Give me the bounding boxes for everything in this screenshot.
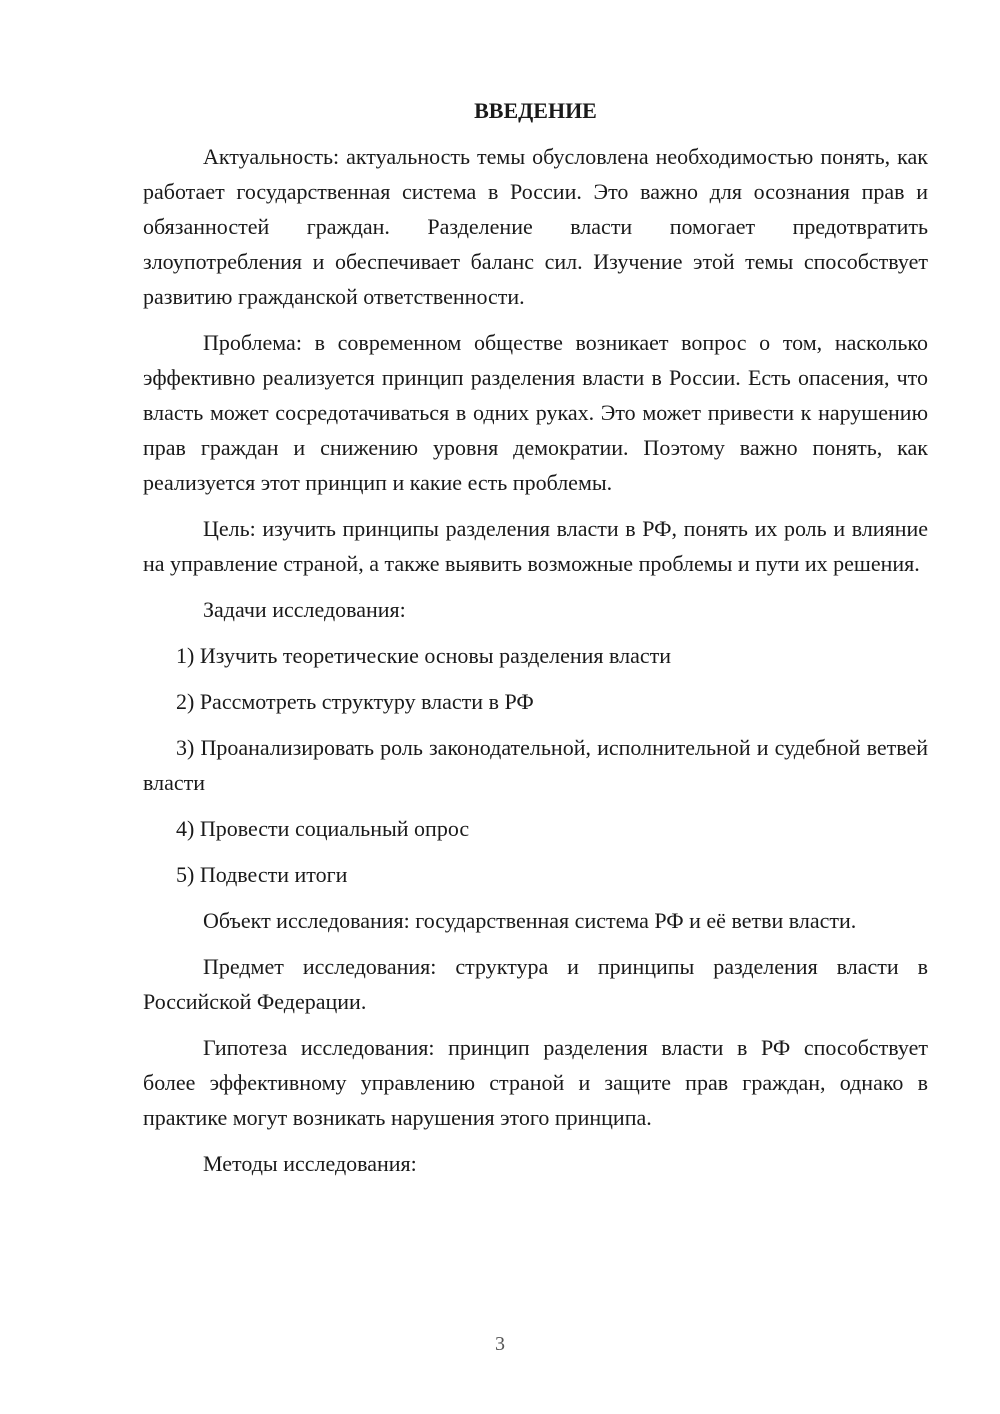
list-item: 1) Изучить теоретические основы разделения власти [176,643,671,668]
paragraph-relevance: Актуальность: актуальность темы обусловлена необходимостью понять, как работает государственная система в России. Это важно для осознания прав и обязанностей граждан. Разделение власти помогает предотвратить злоупотребления и обеспечивает баланс сил. Изучение этой темы способствует развитию гражданской ответственности. [143,144,928,309]
list-item: 2) Рассмотреть структуру власти в РФ [176,689,534,714]
list-item: 3) Проанализировать роль законодательной, исполнительной и судебной ветвей власти [143,735,928,795]
paragraph-hypothesis: Гипотеза исследования: принцип разделения власти в РФ способствует более эффективному управлению страной и защите прав граждан, однако в практике могут возникать нарушения этого принципа. [143,1035,928,1130]
page-number: 3 [495,1333,505,1355]
paragraph-object: Объект исследования: государственная система РФ и её ветви власти. [203,908,857,933]
list-item: 5) Подвести итоги [176,862,348,887]
page-title: ВВЕДЕНИЕ [474,98,597,123]
paragraph-subject: Предмет исследования: структура и принципы разделения власти в Российской Федерации. [143,954,928,1014]
paragraph-problem: Проблема: в современном обществе возникает вопрос о том, насколько эффективно реализуется принцип разделения власти в России. Есть опасения, что власть может сосредотачиваться в одних руках. Это может привести к нарушению прав граждан и снижению уровня демократии. Поэтому важно понять, как реализуется этот принцип и какие есть проблемы. [143,330,928,495]
document-page [143,95,928,1192]
tasks-heading: Задачи исследования: [203,597,406,622]
list-item: 4) Провести социальный опрос [176,816,470,841]
paragraph-goal: Цель: изучить принципы разделения власти в РФ, понять их роль и влияние на управление страной, а также выявить возможные проблемы и пути их решения. [143,516,928,576]
tasks-list [143,638,928,892]
methods-heading: Методы исследования: [203,1151,417,1176]
